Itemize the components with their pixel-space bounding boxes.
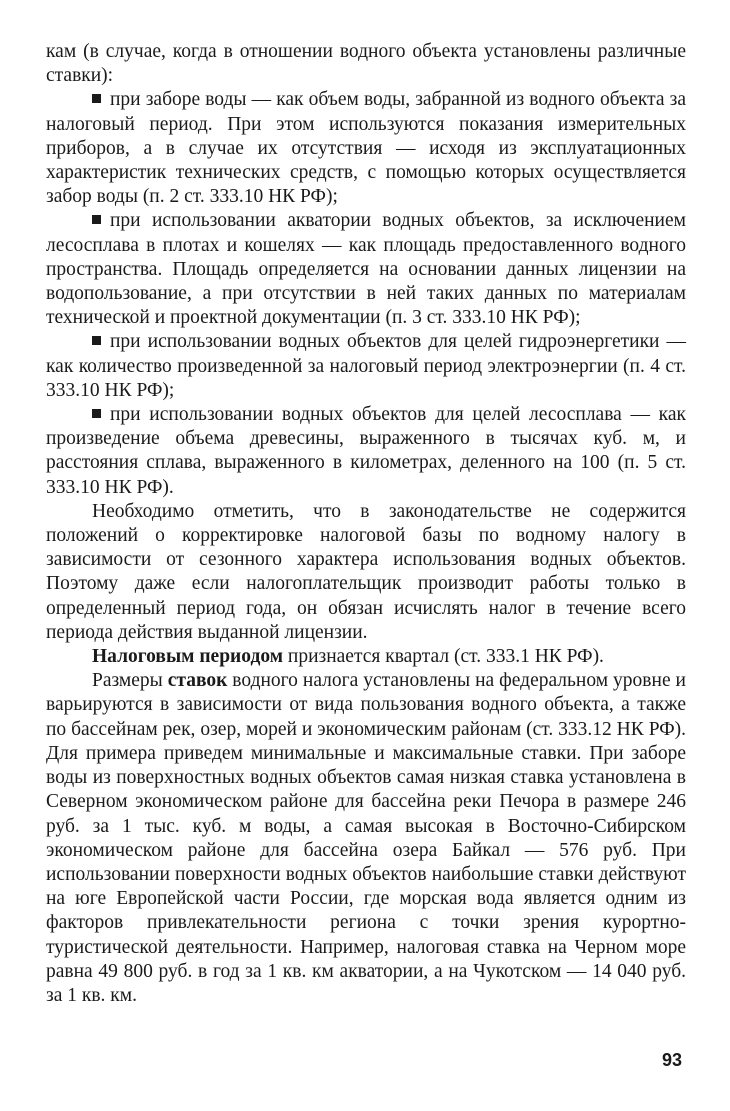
page-body [46, 40, 686, 1008]
bullet-text: при использовании водных объектов для целей гидроэнергетики — как количество произведенной за налоговый период электроэнергии (п. 4 ст. 333.10 НК РФ); [46, 331, 686, 401]
square-bullet-icon [92, 336, 101, 345]
paragraph-text: Размеры [92, 670, 168, 692]
term-tax-period: Налоговым периодом [92, 646, 284, 668]
square-bullet-icon [92, 94, 101, 103]
bullet-text: при использовании акватории водных объектов, за исключением лесосплава в плотах и кошелях — как площадь предоставленного водного пространства. Площадь определяется на основании данных лицензии на водопользование, а при отсутствии в ней таких данных по материалам технической и проектной документации (п. 3 ст. 333.10 НК РФ); [46, 210, 686, 329]
paragraph-tax-period [46, 645, 686, 669]
bullet-text: при использовании водных объектов для целей лесосплава — как произведение объема древесины, выраженного в тысячах куб. м, и расстояния сплава, выраженного в километрах, деленного на 100 (п. 5 ст. 333.10 НК РФ). [46, 404, 686, 498]
bullet-item-hydropower [46, 330, 686, 403]
bullet-text: при заборе воды — как объем воды, забранной из водного объекта за налоговый период. При этом используются показания измерительных приборов, а в случае их отсутствия — исходя из эксплуатационных характеристик технических средств, с помощью которых осуществляется забор воды (п. 2 ст. 333.10 НК РФ); [46, 89, 686, 208]
paragraph-continuation: кам (в случае, когда в отношении водного объекта установлены различные ставки): [46, 41, 686, 87]
bullet-item-timber-rafting [46, 403, 686, 500]
paragraph-text: признается квартал (ст. 333.1 НК РФ). [283, 646, 604, 668]
bullet-item-water-intake [46, 88, 686, 209]
page-number: 93 [661, 1050, 682, 1070]
paragraph-text: водного налога установлены на федеральном уровне и варьируются в зависимости от вида пользования водного объекта, а также по бассейнам рек, озер, морей и экономическим районам (ст. 333.12 НК РФ). Для примера приведем минимальные и максимальные ставки. При заборе воды из поверхностных водных объектов самая низкая ставка установлена в Северном экономическом районе для бассейна реки Печора в размере 246 руб. за 1 тыс. куб. м воды, а самая высокая в Восточно-Сибирском экономическом районе для бассейна озера Байкал — 576 руб. При использовании поверхности водных объектов наибольшие ставки действуют на юге Европейской части России, где морская вода является одним из факторов привлекательности региона с точки зрения курортно-туристической деятельности. Например, налоговая ставка на Черном море равна 49 800 руб. в год за 1 кв. км акватории, а на Чукотском — 14 040 руб. за 1 кв. км. [46, 670, 686, 1006]
square-bullet-icon [92, 409, 101, 418]
term-rates: ставок [167, 670, 228, 692]
square-bullet-icon [92, 215, 101, 224]
paragraph-rates [46, 669, 686, 1008]
bullet-item-water-area [46, 209, 686, 330]
paragraph-seasonal: Необходимо отметить, что в законодательстве не содержится положений о корректировке налоговой базы по водному налогу в зависимости от сезонного характера использования водных объектов. Поэтому даже если налогоплательщик производит работы только в определенный период года, он обязан исчислять налог в течение всего периода действия выданной лицензии. [46, 500, 686, 643]
